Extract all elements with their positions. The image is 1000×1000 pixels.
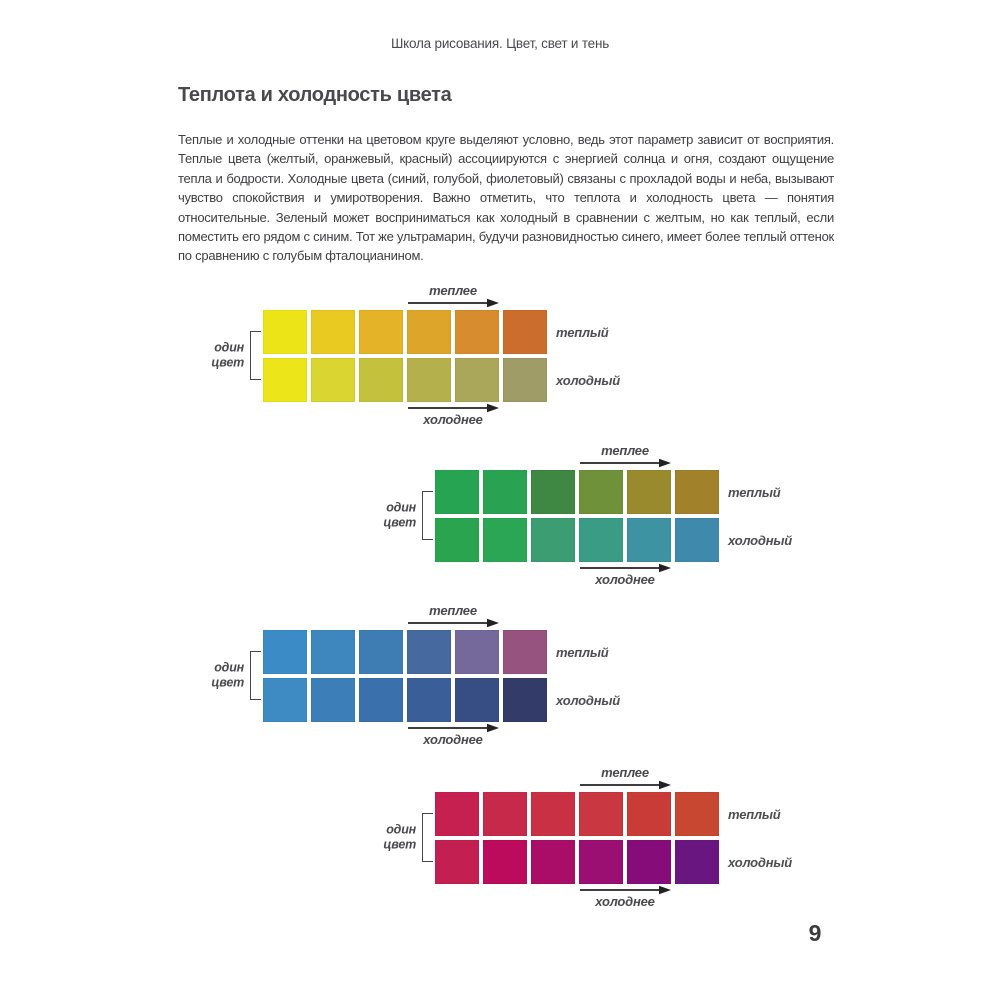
one-color-line2: цвет [211, 355, 244, 370]
color-swatch-green-warm_row [579, 470, 623, 514]
swatch-grid [263, 310, 547, 402]
running-header: Школа рисования. Цвет, свет и тень [390, 36, 610, 51]
color-swatch-green-warm_row [483, 470, 527, 514]
color-swatch-green-cold_row [675, 518, 719, 562]
color-swatch-blue-warm_row [359, 630, 403, 674]
one-color-line2: цвет [211, 675, 244, 690]
one-color-bracket-icon [250, 331, 261, 380]
color-swatch-green-cold_row [531, 518, 575, 562]
colder-annotation [407, 403, 499, 427]
one-color-line2: цвет [383, 515, 416, 530]
warm-row-label: теплый [556, 324, 609, 340]
color-swatch-yellow-warm_row [407, 310, 451, 354]
color-group-yellow [211, 283, 621, 427]
swatch-grid [435, 470, 719, 562]
color-swatch-green-cold_row [483, 518, 527, 562]
one-color-bracket-icon [250, 651, 261, 700]
color-swatch-green-cold_row [627, 518, 671, 562]
colder-label: холоднее [423, 732, 483, 747]
warmer-label: теплее [601, 765, 649, 780]
color-swatch-green-warm_row [627, 470, 671, 514]
swatch-grid [263, 630, 547, 722]
warm-row-label: теплый [728, 484, 781, 500]
page-title: Теплота и холодность цвета [178, 84, 452, 106]
warmer-annotation [407, 604, 499, 628]
color-swatch-yellow-warm_row [263, 310, 307, 354]
right-arrow-icon [579, 780, 671, 790]
one-color-label [211, 660, 244, 690]
color-swatch-green-cold_row [435, 518, 479, 562]
swatch-grid [435, 792, 719, 884]
one-color-line1: один [214, 660, 244, 675]
color-swatch-yellow-cold_row [455, 358, 499, 402]
one-color-label [383, 500, 416, 530]
color-swatch-green-warm_row [675, 470, 719, 514]
color-swatch-yellow-cold_row [311, 358, 355, 402]
color-swatch-green-warm_row [531, 470, 575, 514]
color-swatch-red-warm_row [675, 792, 719, 836]
color-swatch-red-cold_row [531, 840, 575, 884]
color-swatch-red-warm_row [483, 792, 527, 836]
color-swatch-red-warm_row [531, 792, 575, 836]
one-color-line2: цвет [383, 837, 416, 852]
colder-label: холоднее [595, 572, 655, 587]
color-swatch-yellow-warm_row [503, 310, 547, 354]
color-swatch-blue-warm_row [503, 630, 547, 674]
color-swatch-red-cold_row [579, 840, 623, 884]
color-swatch-blue-cold_row [455, 678, 499, 722]
colder-annotation [579, 885, 671, 909]
warm-row-label: теплый [728, 806, 781, 822]
color-swatch-red-cold_row [627, 840, 671, 884]
color-swatch-red-warm_row [627, 792, 671, 836]
body-paragraph: Теплые и холодные оттенки на цветовом круге выделяют условно, ведь этот параметр зависит от восприятия. Теплые цвета (желтый, оранжевый, красный) ассоциируются с энергией солнца и огня, создают ощущение тепла и бодрости. Холодные цвета (синий, голубой, фиолетовый) связаны с прохладой воды и неба, вызывают чувство спокойствия и умиротворения. Важно отметить, что теплота и холодность цвета — понятия относительные. Зеленый может восприниматься как холодный в сравнении с желтым, но как теплый, если поместить его рядом с синим. Тот же ультрамарин, будучи разновидностью синего, имеет более теплый оттенок по сравнению с голубым фталоцианином. [178, 132, 834, 264]
color-swatch-yellow-warm_row [359, 310, 403, 354]
color-swatch-blue-warm_row [407, 630, 451, 674]
colder-label: холоднее [423, 412, 483, 427]
color-swatch-yellow-cold_row [503, 358, 547, 402]
color-swatch-yellow-cold_row [407, 358, 451, 402]
right-arrow-icon [407, 618, 499, 628]
one-color-bracket-icon [422, 813, 433, 862]
color-swatch-yellow-warm_row [311, 310, 355, 354]
one-color-line1: один [386, 500, 416, 515]
warmer-label: теплее [429, 603, 477, 618]
color-group-green [383, 443, 793, 587]
page-number: 9 [808, 920, 822, 946]
right-arrow-icon [407, 298, 499, 308]
colder-annotation [579, 563, 671, 587]
color-swatch-blue-warm_row [263, 630, 307, 674]
color-swatch-green-cold_row [579, 518, 623, 562]
cold-row-label: холодный [728, 854, 793, 870]
color-swatch-blue-cold_row [263, 678, 307, 722]
colder-annotation [407, 723, 499, 747]
right-arrow-icon [579, 458, 671, 468]
color-swatch-red-cold_row [483, 840, 527, 884]
color-swatch-red-cold_row [675, 840, 719, 884]
color-swatch-yellow-warm_row [455, 310, 499, 354]
warm-row-label: теплый [556, 644, 609, 660]
color-swatch-red-cold_row [435, 840, 479, 884]
color-swatch-yellow-cold_row [359, 358, 403, 402]
color-group-blue [211, 603, 621, 747]
color-group-red [383, 765, 793, 909]
color-swatch-blue-cold_row [503, 678, 547, 722]
color-swatch-red-warm_row [435, 792, 479, 836]
color-swatch-blue-cold_row [407, 678, 451, 722]
one-color-bracket-icon [422, 491, 433, 540]
cold-row-label: холодный [556, 692, 621, 708]
one-color-line1: один [386, 822, 416, 837]
color-swatch-blue-warm_row [311, 630, 355, 674]
color-swatch-blue-cold_row [311, 678, 355, 722]
color-swatch-green-warm_row [435, 470, 479, 514]
one-color-label [383, 822, 416, 852]
color-swatch-yellow-cold_row [263, 358, 307, 402]
warmer-label: теплее [601, 443, 649, 458]
one-color-label [211, 340, 244, 370]
cold-row-label: холодный [556, 372, 621, 388]
cold-row-label: холодный [728, 532, 793, 548]
color-swatch-red-warm_row [579, 792, 623, 836]
warmer-label: теплее [429, 283, 477, 298]
color-swatch-blue-cold_row [359, 678, 403, 722]
warmer-annotation [579, 766, 671, 790]
warmer-annotation [407, 284, 499, 308]
one-color-line1: один [214, 340, 244, 355]
colder-label: холоднее [595, 894, 655, 909]
color-swatch-blue-warm_row [455, 630, 499, 674]
warmer-annotation [579, 444, 671, 468]
